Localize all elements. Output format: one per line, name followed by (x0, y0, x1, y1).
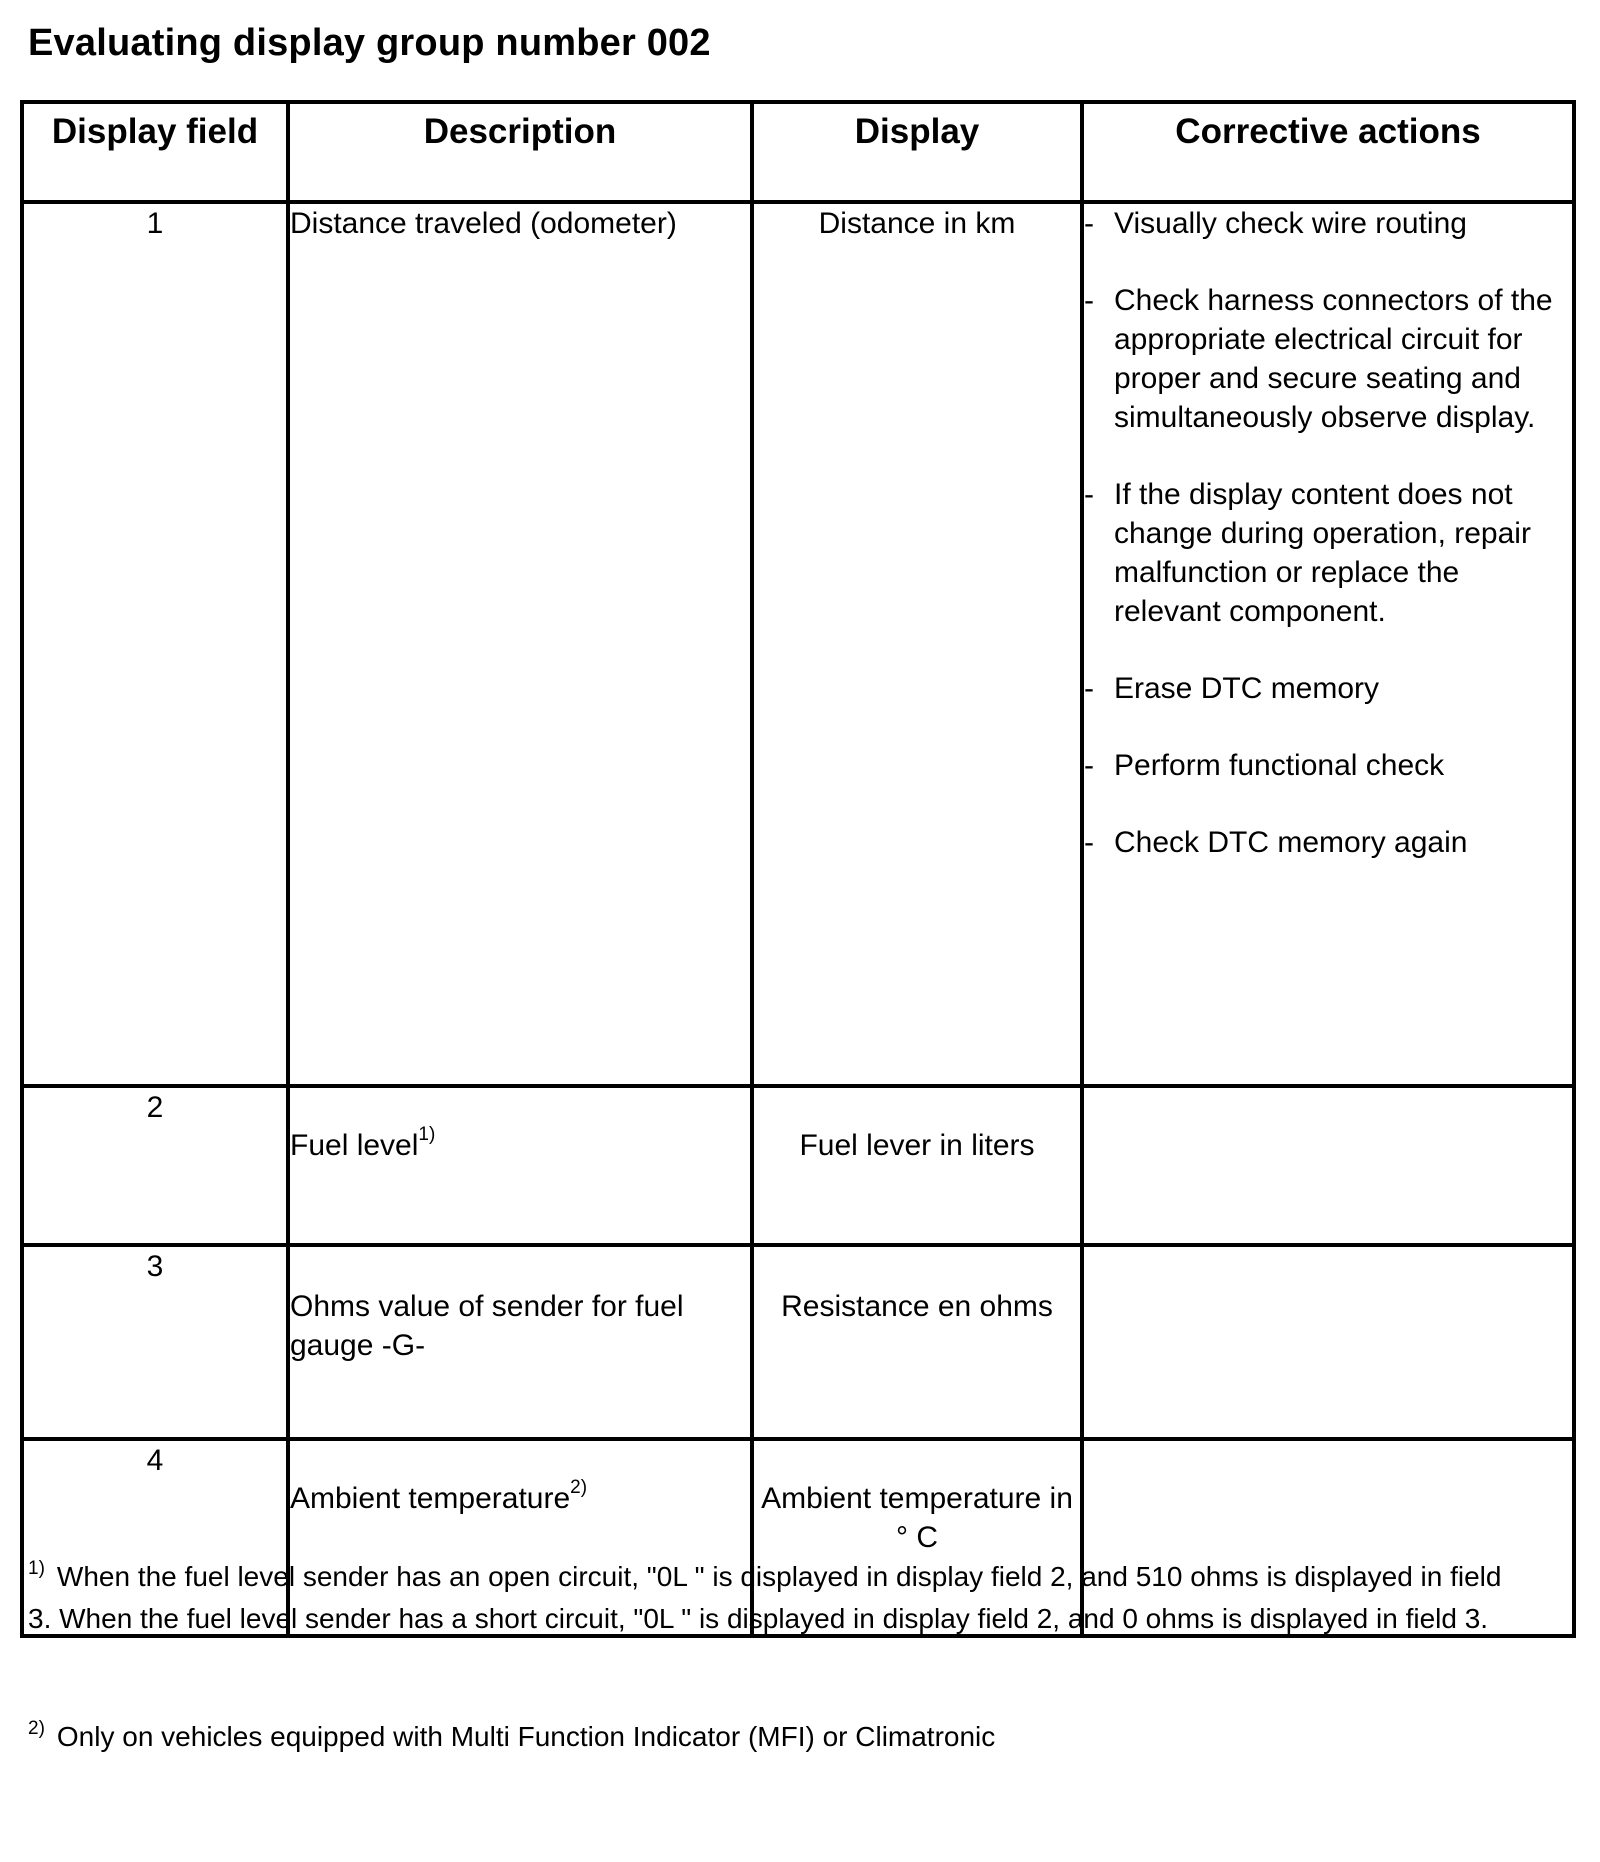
footnote-mark: 1) (28, 1558, 45, 1579)
corrective-action-item (1084, 823, 1572, 862)
display-field-cell: 4 (22, 1439, 288, 1636)
corrective-actions-cell (1082, 1086, 1574, 1245)
display-field-cell: 2 (22, 1086, 288, 1245)
display-cell: Resistance en ohms (752, 1245, 1082, 1439)
corrective-action-item (1084, 669, 1572, 708)
corrective-actions-cell (1082, 1245, 1574, 1439)
display-group-table (20, 100, 1576, 1638)
display-cell: Fuel lever in liters (752, 1086, 1082, 1245)
display-field-cell: 3 (22, 1245, 288, 1439)
description-text: Ambient temperature (290, 1482, 571, 1515)
footnote-mark: 2) (28, 1718, 45, 1739)
corrective-action-text: Perform functional check (1114, 749, 1445, 782)
dash-bullet: - (1084, 826, 1094, 859)
corrective-action-item (1084, 204, 1572, 243)
dash-bullet: - (1084, 478, 1094, 511)
display-cell: Ambient temperature in ° C (752, 1439, 1082, 1636)
description-cell (288, 1245, 752, 1439)
footnote-text: Only on vehicles equipped with Multi Function Indicator (MFI) or Climatronic (56, 1721, 996, 1752)
dash-bullet: - (1084, 207, 1094, 240)
footnote-reference: 1) (418, 1124, 436, 1145)
table-row (22, 202, 1574, 1086)
page-title: Evaluating display group number 002 (28, 22, 711, 64)
dash-bullet: - (1084, 284, 1094, 317)
corrective-action-text: If the display content does not change during operation, repair malfunction or replace the relevant component. (1114, 478, 1531, 628)
description-text: Fuel level (290, 1129, 419, 1162)
description-cell (288, 202, 752, 1086)
description-text: Ohms value of sender for fuel gauge -G- (290, 1290, 684, 1362)
header-corrective-actions: Corrective actions (1082, 102, 1574, 202)
corrective-action-text: Visually check wire routing (1114, 207, 1467, 240)
table-row (22, 1245, 1574, 1439)
description-cell (288, 1086, 752, 1245)
display-field-cell: 1 (22, 202, 288, 1086)
corrective-action-item (1084, 281, 1572, 437)
footnote (28, 1718, 1508, 1760)
corrective-action-item (1084, 475, 1572, 631)
dash-bullet: - (1084, 672, 1094, 705)
corrective-action-text: Check harness connectors of the appropriate electrical circuit for proper and secure seating and simultaneously observe display. (1114, 284, 1553, 434)
corrective-actions-cell (1082, 202, 1574, 1086)
corrective-action-item (1084, 746, 1572, 785)
corrective-action-text: Check DTC memory again (1114, 826, 1468, 859)
footnote-reference: 2) (570, 1477, 588, 1498)
corrective-actions-list (1084, 204, 1572, 862)
footnote-text: When the fuel level sender has an open circuit, "0L " is displayed in display field 2, and 510 ohms is displayed in field 3. When the fuel level sender has a short circuit, "0L " is displayed in display field 2, and 0 ohms is displayed in field 3. (28, 1561, 1502, 1634)
display-cell: Distance in km (752, 202, 1082, 1086)
header-description: Description (288, 102, 752, 202)
table-row (22, 1086, 1574, 1245)
corrective-action-text: Erase DTC memory (1114, 672, 1380, 705)
header-display: Display (752, 102, 1082, 202)
table-header-row (22, 102, 1574, 202)
header-display-field: Display field (22, 102, 288, 202)
dash-bullet: - (1084, 749, 1094, 782)
footnote (28, 1558, 1508, 1638)
description-text: Distance traveled (odometer) (290, 207, 677, 240)
